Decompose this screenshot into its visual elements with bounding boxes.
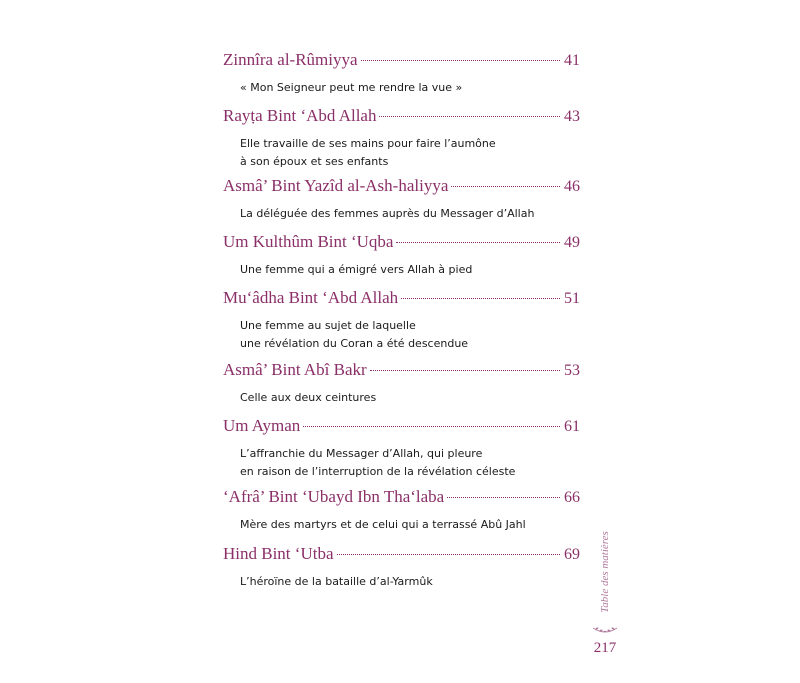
description-line: « Mon Seigneur peut me rendre la vue » [240,81,463,94]
description-line: L’héroïne de la bataille d’al-Yarmûk [240,575,433,588]
running-head-text: Table des matières [599,531,611,613]
toc-entry [223,487,580,534]
toc-entry [223,288,580,353]
dot-leader [379,116,560,117]
toc-entry [223,50,580,97]
toc-entry-page: 46 [564,178,580,195]
toc-entry-heading [223,232,580,256]
dot-leader [303,426,560,427]
toc-entry-heading [223,544,580,568]
dot-leader [361,60,560,61]
toc-entry-page: 41 [564,52,580,69]
dot-leader [447,497,560,498]
toc-entry-heading [223,360,580,384]
page-number: 217 [593,640,617,656]
toc-entry-title: Mu‘âdha Bint ‘Abd Allah [223,288,399,307]
toc-entry [223,360,580,407]
toc-entry-description [240,205,580,223]
toc-entry-description [240,445,580,481]
running-head [596,527,614,617]
dot-leader [451,186,560,187]
toc-entry-page: 66 [564,489,580,506]
toc-entry-title: Rayṭa Bint ‘Abd Allah [223,106,377,125]
toc-entry-description [240,135,580,171]
toc-entry [223,416,580,481]
toc-entry-title: Um Kulthûm Bint ‘Uqba [223,232,394,251]
toc-entry-heading [223,176,580,200]
toc-entry-description [240,389,580,407]
dot-leader [337,554,561,555]
description-line: Une femme au sujet de laquelle [240,319,416,332]
toc-entry-page: 49 [564,234,580,251]
description-line: à son époux et ses enfants [240,155,389,168]
toc-entry-description [240,79,580,97]
toc-entry-title: Asmâ’ Bint Yazîd al-Ash-haliyya [223,176,449,195]
toc-entry-page: 53 [564,362,580,379]
description-line: en raison de l’interruption de la révélation céleste [240,465,516,478]
dot-leader [396,242,560,243]
toc-entry-page: 61 [564,418,580,435]
toc-entry-title: Hind Bint ‘Utba [223,544,334,563]
toc-entry-page: 43 [564,108,580,125]
toc-entry-title: ‘Afrâ’ Bint ‘Ubayd Ibn Tha‘laba [223,487,445,506]
toc-entry-heading [223,288,580,312]
toc-entry [223,176,580,223]
description-line: La déléguée des femmes auprès du Messager d’Allah [240,207,535,220]
toc-entry-title: Asmâ’ Bint Abî Bakr [223,360,367,379]
toc-entry-description [240,261,580,279]
toc-entry-page: 69 [564,546,580,563]
toc-entry [223,544,580,591]
dot-leader [401,298,560,299]
description-line: L’affranchie du Messager d’Allah, qui pleure [240,447,483,460]
leaf-ornament-icon [592,624,618,636]
toc-entry-heading [223,106,580,130]
toc-entry-heading [223,487,580,511]
dot-leader [370,370,560,371]
description-line: une révélation du Coran a été descendue [240,337,469,350]
description-line: Mère des martyrs et de celui qui a terrassé Abû Jahl [240,518,526,531]
toc-entry-heading [223,50,580,74]
toc-entry-title: Zinnîra al-Rûmiyya [223,50,358,69]
toc-entry-page: 51 [564,290,580,307]
toc-entry [223,232,580,279]
toc-entry-description [240,573,580,591]
toc-entry [223,106,580,171]
toc-entry-description [240,516,580,534]
description-line: Une femme qui a émigré vers Allah à pied [240,263,473,276]
description-line: Celle aux deux ceintures [240,391,377,404]
toc-entry-heading [223,416,580,440]
description-line: Elle travaille de ses mains pour faire l’aumône [240,137,496,150]
toc-entry-title: Um Ayman [223,416,301,435]
toc-entry-description [240,317,580,353]
